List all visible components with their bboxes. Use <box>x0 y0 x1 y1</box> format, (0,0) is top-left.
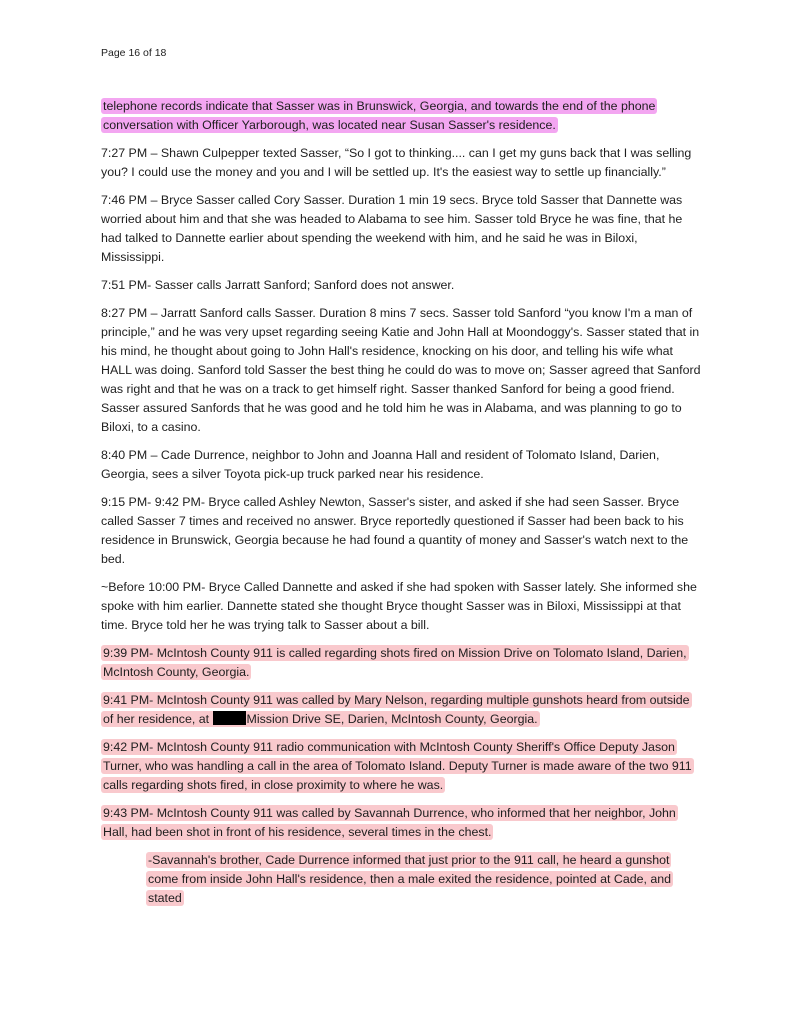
highlighted-text: telephone records indicate that Sasser was in Brunswick, Georgia, and towards the end of the phone conversation with Officer Yarborough, was located near Susan Sasser's residence. <box>103 99 656 132</box>
paragraph-727pm: 7:27 PM – Shawn Culpepper texted Sasser, “So I got to thinking.... can I get my guns back that I was selling you? I could use the money and you and I will be settled up. It's the easiest way to settle up financially.” <box>101 146 692 179</box>
paragraph-941pm <box>101 691 701 729</box>
highlighted-text: 9:43 PM- McIntosh County 911 was called by Savannah Durrence, who informed that her neighbor, John Hall, had been shot in front of his residence, several times in the chest. <box>103 806 676 839</box>
document-body <box>101 97 701 917</box>
paragraph-939pm <box>101 644 701 682</box>
redaction-box <box>213 711 246 725</box>
page-number-label: Page 16 of 18 <box>101 47 167 59</box>
paragraph-840pm: 8:40 PM – Cade Durrence, neighbor to John and Joanna Hall and resident of Tolomato Island, Darien, Georgia, sees a silver Toyota pick-up truck parked near his residence. <box>101 448 660 481</box>
paragraph-751pm: 7:51 PM- Sasser calls Jarratt Sanford; Sanford does not answer. <box>101 278 455 292</box>
paragraph-942pm <box>101 738 701 795</box>
highlighted-text: 9:42 PM- McIntosh County 911 radio communication with McIntosh County Sheriff's Office Deputy Jason Turner, who was handling a call in the area of Tolomato Island. Deputy Turner is made aware of the two 911 calls regarding shots fired, in close proximity to where he was. <box>103 740 692 792</box>
paragraph-915pm: 9:15 PM- 9:42 PM- Bryce called Ashley Newton, Sasser's sister, and asked if she had seen Sasser. Bryce called Sasser 7 times and received no answer. Bryce reportedly questioned if Sasser had been back to his residence in Brunswick, Georgia because he had found a quantity of money and Sasser's watch next to the bed. <box>101 495 689 566</box>
highlighted-text: -Savannah's brother, Cade Durrence informed that just prior to the 911 call, he heard a gunshot come from inside John Hall's residence, then a male exited the residence, pointed at Cade, and stated <box>148 853 672 905</box>
paragraph-827pm: 8:27 PM – Jarratt Sanford calls Sasser. Duration 8 mins 7 secs. Sasser told Sanford “you know I'm a man of principle,” and he was very upset regarding seeing Katie and John Hall at Moondoggy's. Sasser stated that in his mind, he thought about going to John Hall's residence, knocking on his door, and telling his wife what HALL was doing. Sanford told Sasser the best thing he could do was to move on; Sasser agreed that Sanford was right and that he was on a track to get himself right. Sasser thanked Sanford for being a good friend. Sasser assured Sanfords that he was good and he told him he was in Alabama, and was planning to go to Biloxi, to a casino. <box>101 306 701 434</box>
paragraph-savannah-brother <box>101 851 701 908</box>
highlighted-text: 9:39 PM- McIntosh County 911 is called regarding shots fired on Mission Drive on Tolomato Island, Darien, McIntosh County, Georgia. <box>103 646 687 679</box>
paragraph-943pm <box>101 804 701 842</box>
paragraph-before-10pm: ~Before 10:00 PM- Bryce Called Dannette and asked if she had spoken with Sasser lately. She informed she spoke with him earlier. Dannette stated she thought Bryce thought Sasser was in Biloxi, Mississippi at that time. Bryce told her he was trying talk to Sasser about a bill. <box>101 580 697 632</box>
text-before-redaction: 9:41 PM- McIntosh County 911 was called by Mary Nelson, regarding multiple gunshots heard from outside of her residence, at <box>103 693 690 726</box>
highlighted-text <box>101 692 692 727</box>
paragraph-746pm: 7:46 PM – Bryce Sasser called Cory Sasser. Duration 1 min 19 secs. Bryce told Sasser that Dannette was worried about him and that she was headed to Alabama to see him. Sasser told Bryce he was fine, that he had talked to Dannette earlier about spending the weekend with him, and he said he was in Biloxi, Mississippi. <box>101 193 683 264</box>
text-after-redaction: Mission Drive SE, Darien, McIntosh County, Georgia. <box>246 712 538 726</box>
paragraph-telephone-records <box>101 97 701 135</box>
